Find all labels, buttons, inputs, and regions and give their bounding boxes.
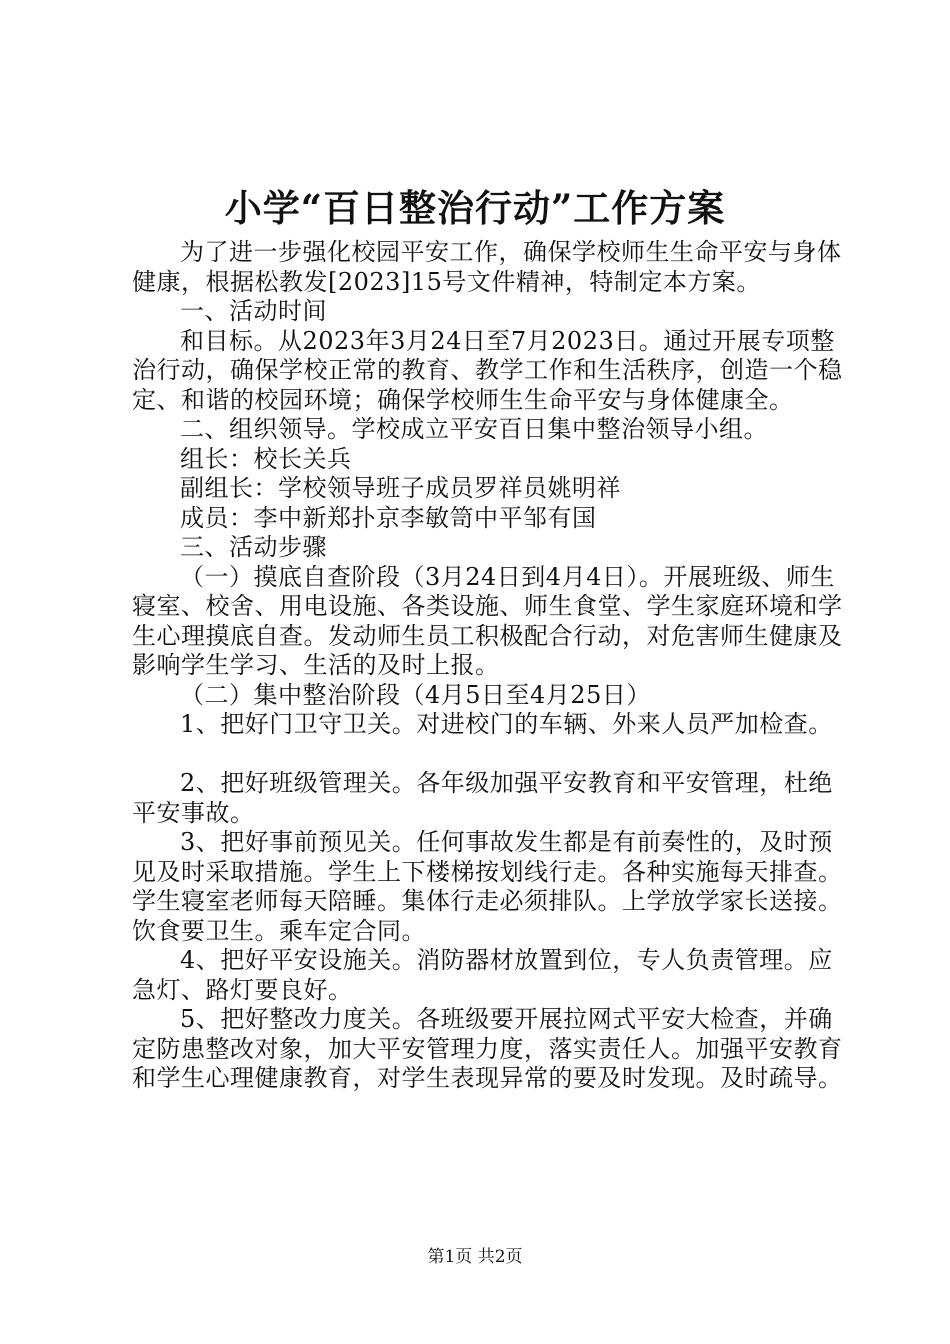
list-item-5: 5、把好整改力度关。各班级要开展拉网式平安大检查，并确定防患整改对象，加大平安管理力度，落实责任人。加强平安教育和学生心理健康教育，对学生表现异常的要及时发现。及时疏导。 (132, 1005, 843, 1092)
paragraph-stage-two: （二）集中整治阶段（4月5日至4月25日） (180, 680, 651, 709)
section-heading-steps: 三、活动步骤 (180, 533, 327, 561)
section-heading-organization: 二、组织领导。学校成立平安百日集中整治领导小组。 (180, 415, 768, 443)
paragraph-members: 成员：李中新郑扑京李敏笥中平邹有国 (180, 503, 597, 532)
paragraph-goal: 和目标。从2023年3月24日至7月2023日。通过开展专项整治行动，确保学校正常的教育、教学工作和生活秩序，创造一个稳定、和谐的校园环境；确保学校师生生命平安与身体健康全。 (132, 326, 843, 414)
section-heading-time: 一、活动时间 (180, 297, 327, 325)
paragraph-leader: 组长：校长关兵 (180, 444, 352, 473)
list-item-3: 3、把好事前预见关。任何事故发生都是有前奏性的，及时预见及时采取措施。学生上下楼梯按划线行走。各种实施每天排查。学生寝室老师每天陪睡。集体行走必须排队。上学放学家长送接。饮食要卫生。乘车定合同。 (132, 828, 843, 945)
document-title: 小学“百日整治行动”工作方案 (224, 186, 726, 230)
paragraph-deputy-leader: 副组长：学校领导班子成员罗祥员姚明祥 (180, 474, 621, 502)
list-item-4: 4、把好平安设施关。消防器材放置到位，专人负责管理。应急灯、路灯要良好。 (132, 946, 833, 1004)
document-body (132, 238, 844, 1094)
list-item-1: 1、把好门卫守卫关。对进校门的车辆、外来人员严加检查。 (180, 710, 833, 738)
paragraph-stage-one: （一）摸底自查阶段（3月24日到4月4日）。开展班级、师生寝室、校舍、用电设施、各类设施、师生食堂、学生家庭环境和学生心理摸底自查。发动师生员工积极配合行动，对危害师生健康及影响学生学习、生活的及时上报。 (132, 562, 843, 679)
page-footer: 第1页 共2页 (427, 1247, 523, 1267)
list-item-2: 2、把好班级管理关。各年级加强平安教育和平安管理，杜绝平安事故。 (132, 769, 833, 827)
paragraph-intro: 为了进一步强化校园平安工作，确保学校师生生命平安与身体健康，根据松教发[2023]15号文件精神，特制定本方案。 (132, 238, 842, 296)
